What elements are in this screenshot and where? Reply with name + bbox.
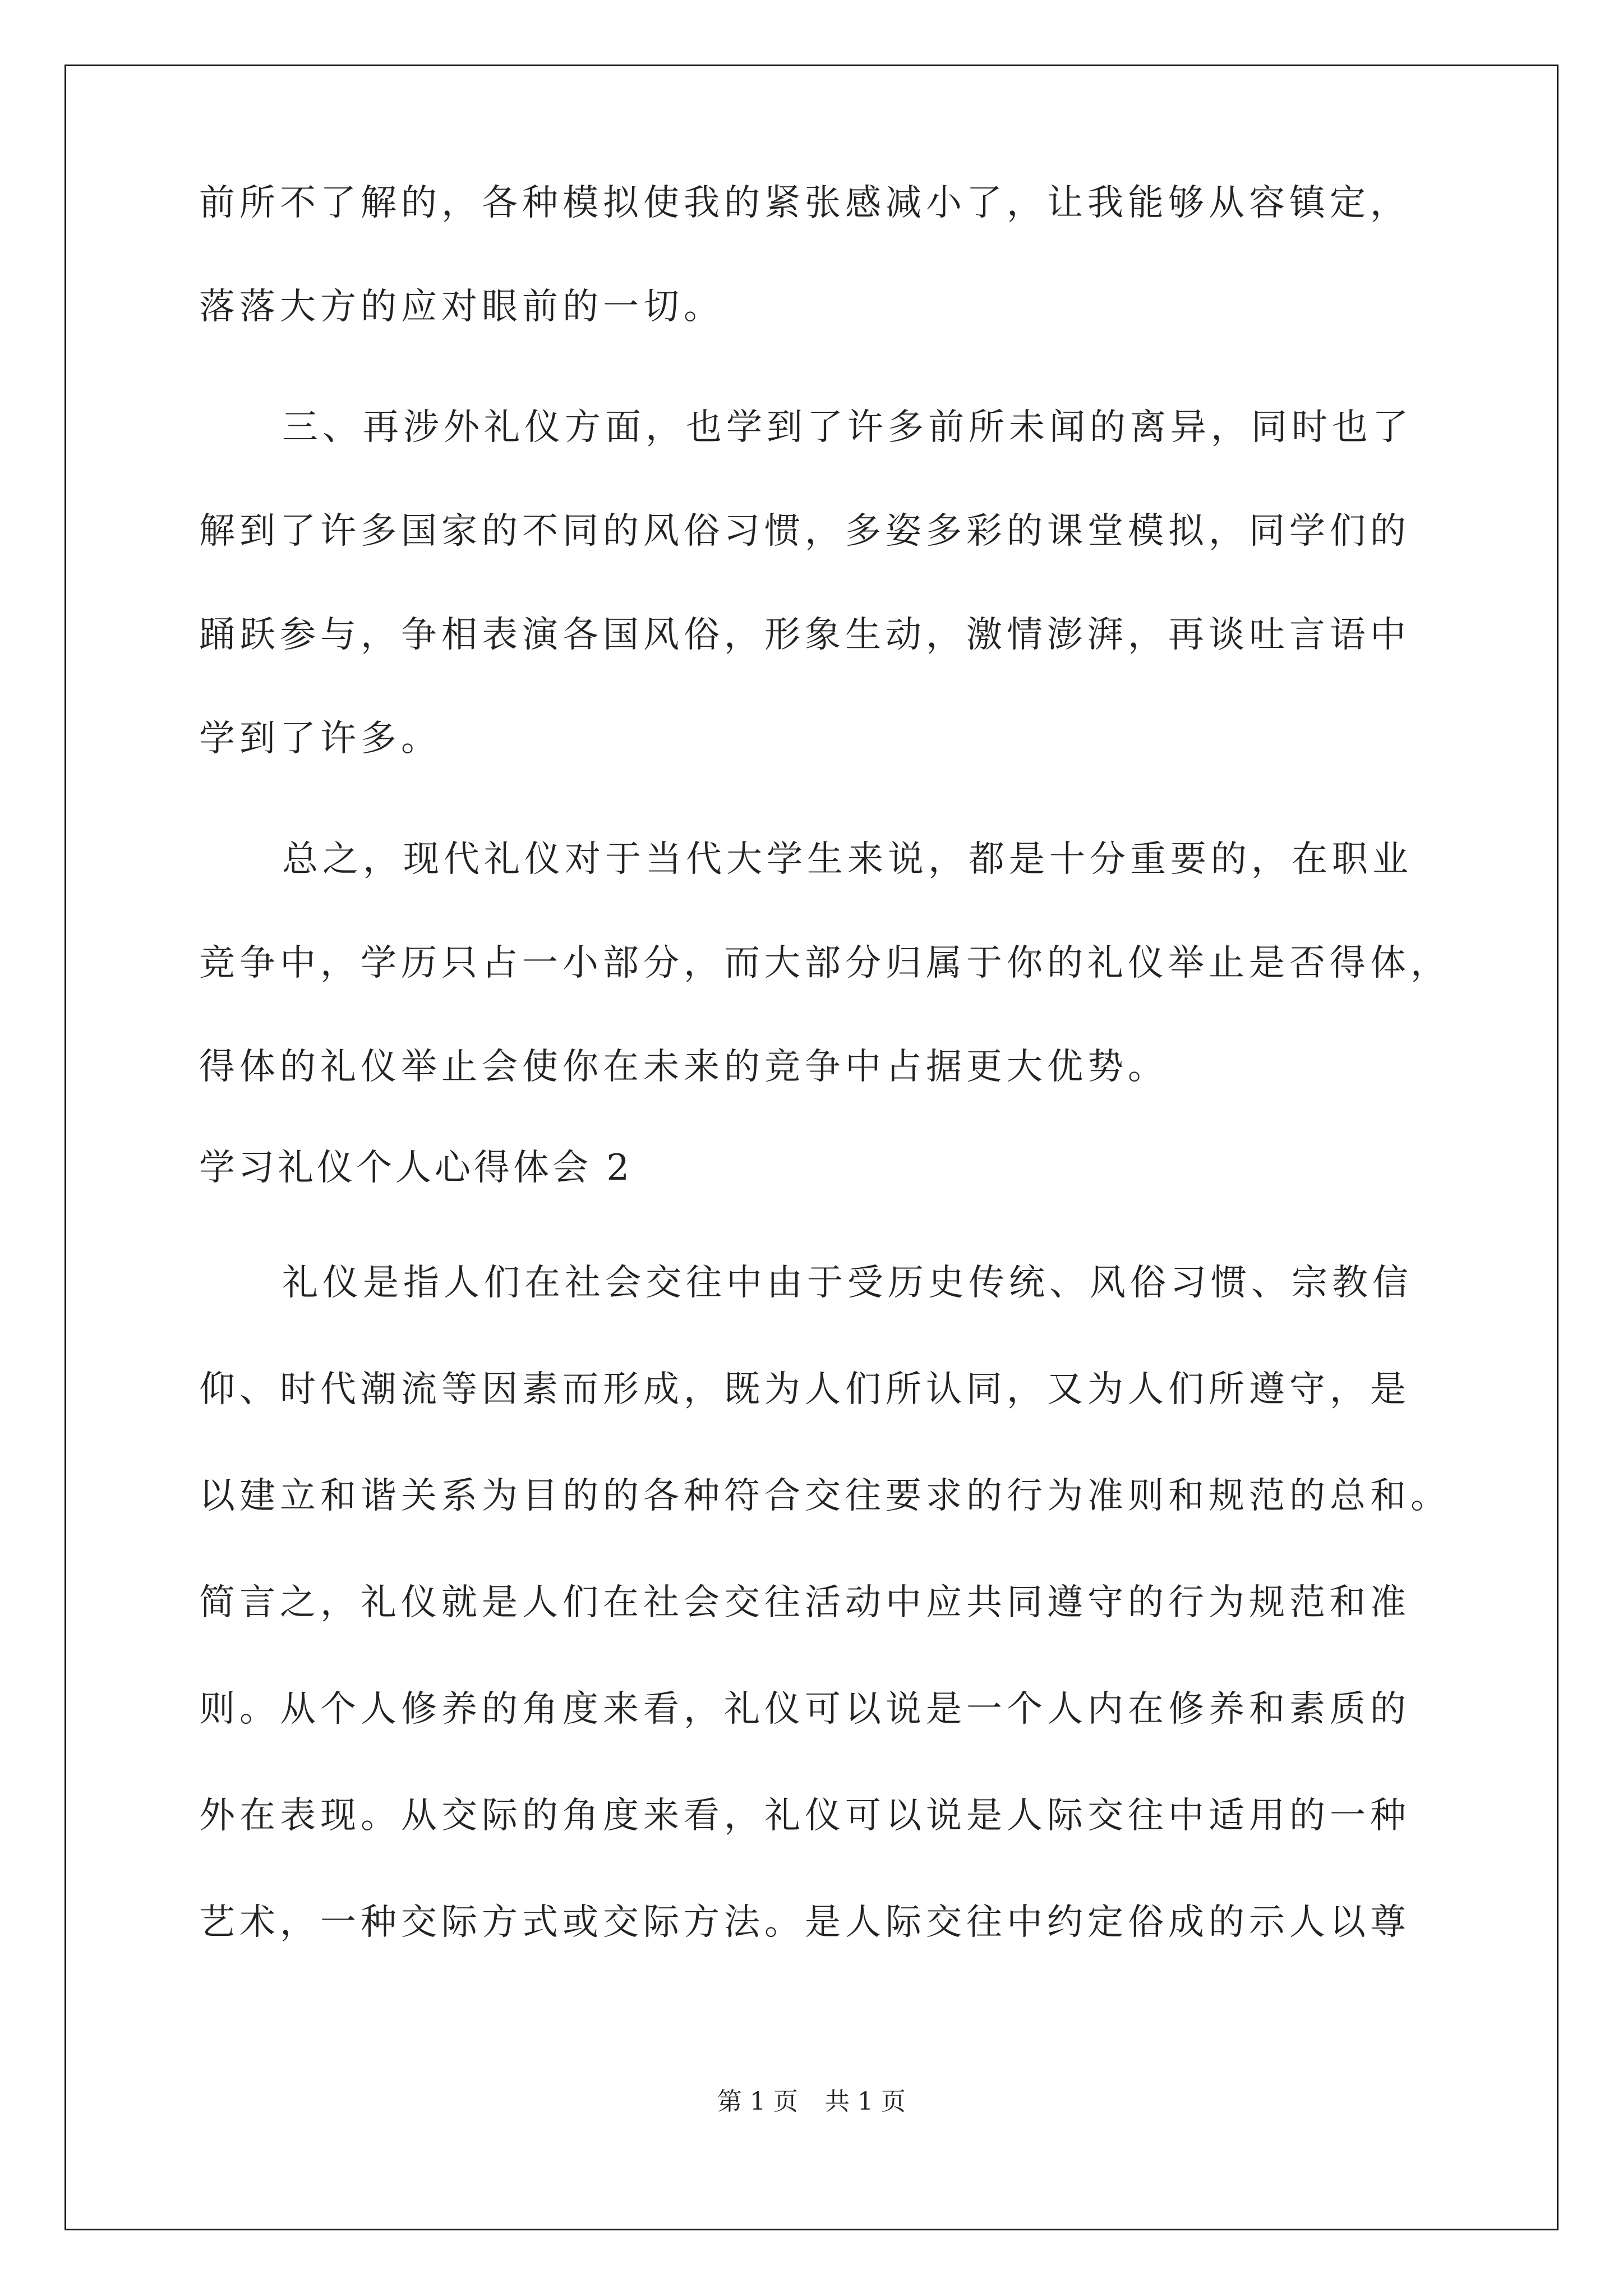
body-line: 仰、时代潮流等因素而形成，既为人们所认同，又为人们所遵守，是 [199, 1369, 1410, 1410]
body-line: 艺术，一种交际方式或交际方法。是人际交往中约定俗成的示人以尊 [199, 1902, 1410, 1943]
body-line: 前所不了解的，各种模拟使我的紧张感减小了，让我能够从容镇定， [199, 182, 1410, 224]
page-number: 第 1 页 [717, 2087, 798, 2116]
paragraph-first-line: 三、再涉外礼仪方面，也学到了许多前所未闻的离异，同时也了 [282, 407, 1413, 448]
body-line: 简言之，礼仪就是人们在社会交往活动中应共同遵守的行为规范和准 [199, 1582, 1410, 1623]
body-line: 竞争中，学历只占一小部分，而大部分归属于你的礼仪举止是否得体， [199, 942, 1451, 984]
page-total: 共 1 页 [825, 2087, 906, 2116]
body-line: 学到了许多。 [199, 718, 441, 760]
section-heading: 学习礼仪个人心得体会 2 [199, 1147, 633, 1189]
body-line: 落落大方的应对眼前的一切。 [199, 286, 724, 328]
body-line: 外在表现。从交际的角度来看，礼仪可以说是人际交往中适用的一种 [199, 1795, 1410, 1837]
body-line: 解到了许多国家的不同的风俗习惯，多姿多彩的课堂模拟，同学们的 [199, 510, 1410, 552]
body-line: 得体的礼仪举止会使你在未来的竞争中占据更大优势。 [199, 1046, 1168, 1088]
paragraph-first-line: 礼仪是指人们在社会交往中由于受历史传统、风俗习惯、宗教信 [282, 1262, 1413, 1304]
paragraph-first-line: 总之，现代礼仪对于当代大学生来说，都是十分重要的，在职业 [282, 839, 1413, 880]
page-footer [0, 2088, 1623, 2116]
body-line: 踊跃参与，争相表演各国风俗，形象生动，激情澎湃，再谈吐言语中 [199, 614, 1410, 656]
body-line: 则。从个人修养的角度来看，礼仪可以说是一个人内在修养和素质的 [199, 1688, 1410, 1730]
body-line: 以建立和谐关系为目的的各种符合交往要求的行为准则和规范的总和。 [199, 1475, 1451, 1517]
